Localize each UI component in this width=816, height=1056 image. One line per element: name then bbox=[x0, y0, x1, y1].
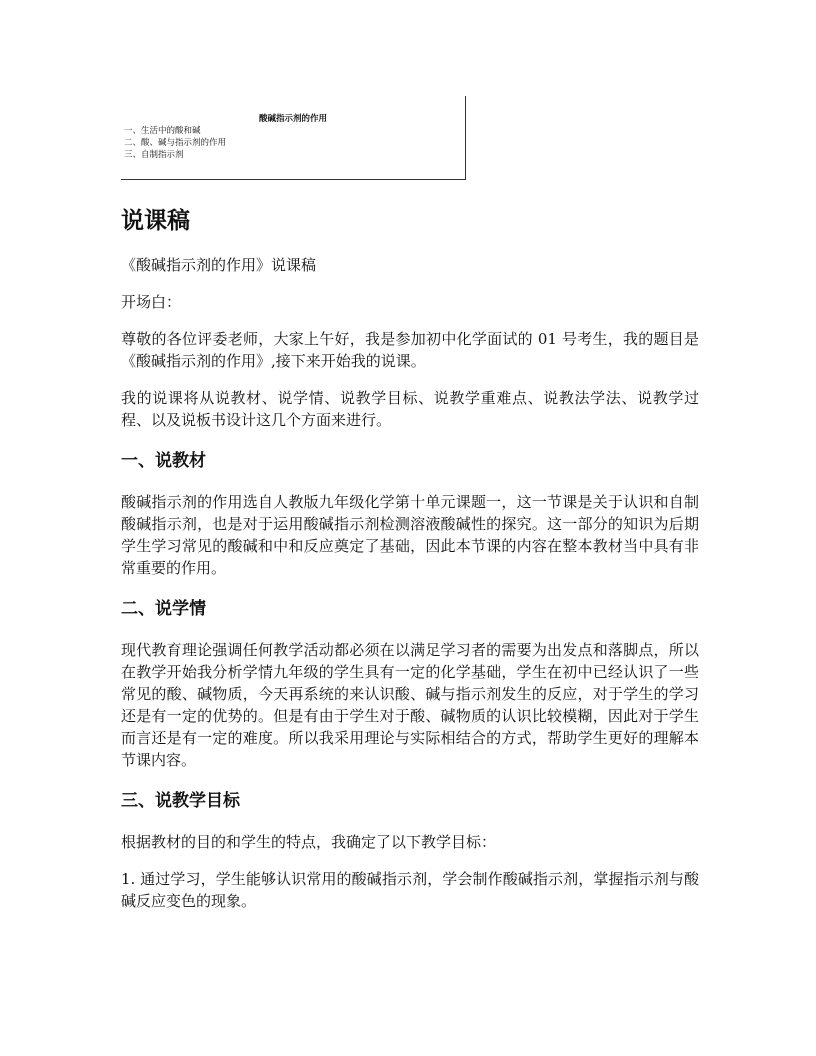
board-line: 二、酸、碱与指示剂的作用 bbox=[124, 138, 227, 148]
section-heading-textbook: 一、说教材 bbox=[121, 451, 206, 471]
doc-subtitle: 《酸碱指示剂的作用》说课稿 bbox=[121, 256, 317, 274]
section-text-students: 现代教育理论强调任何教学活动都必须在以满足学习者的需要为出发点和落脚点，所以在教学开始我分析学情九年级的学生具有一定的化学基础，学生在初中已经认识了一些常见的酸、碱物质，今天再系统的来认识酸、碱与指示剂发生的反应，对于学生的学习还是有一定的优势的。但是有由于学生对于酸、碱物质的认识比较模糊，因此对于学生而言还是有一定的难度。所以我采用理论与实际相结合的方式，帮助学生更好的理解本节课内容。 bbox=[121, 641, 699, 769]
intro-paragraph: 尊敬的各位评委老师，大家上午好，我是参加初中化学面试的 01 号考生，我的题目是《酸碱指示剂的作用》,接下来开始我的说课。 bbox=[121, 330, 699, 370]
document-body bbox=[121, 204, 699, 927]
section-heading-objectives: 三、说教学目标 bbox=[121, 791, 240, 811]
blackboard-design-image bbox=[121, 96, 466, 180]
page-title: 说课稿 bbox=[121, 208, 190, 234]
opening-label: 开场白： bbox=[121, 293, 182, 311]
section-text-objectives: 根据教材的目的和学生的特点，我确定了以下教学目标： bbox=[121, 833, 497, 851]
outline-paragraph: 我的说课将从说教材、说学情、说教学目标、说教学重难点、说教法学法、说教学过程、以及说板书设计这几个方面来进行。 bbox=[121, 389, 699, 429]
objective-item-1: 1. 通过学习，学生能够认识常用的酸碱指示剂，学会制作酸碱指示剂，掌握指示剂与酸碱反应变色的现象。 bbox=[121, 870, 699, 910]
section-heading-students: 二、说学情 bbox=[121, 599, 206, 619]
board-line: 三、自制指示剂 bbox=[124, 150, 184, 160]
board-title: 酸碱指示剂的作用 bbox=[259, 114, 328, 124]
board-line: 一、生活中的酸和碱 bbox=[124, 126, 201, 136]
board-outline bbox=[124, 125, 226, 161]
section-text-textbook: 酸碱指示剂的作用选自人教版九年级化学第十单元课题一，这一节课是关于认识和自制酸碱指示剂，也是对于运用酸碱指示剂检测溶液酸碱性的探究。这一部分的知识为后期学生学习常见的酸碱和中和反应奠定了基础，因此本节课的内容在整本教材当中具有非常重要的作用。 bbox=[121, 493, 699, 577]
